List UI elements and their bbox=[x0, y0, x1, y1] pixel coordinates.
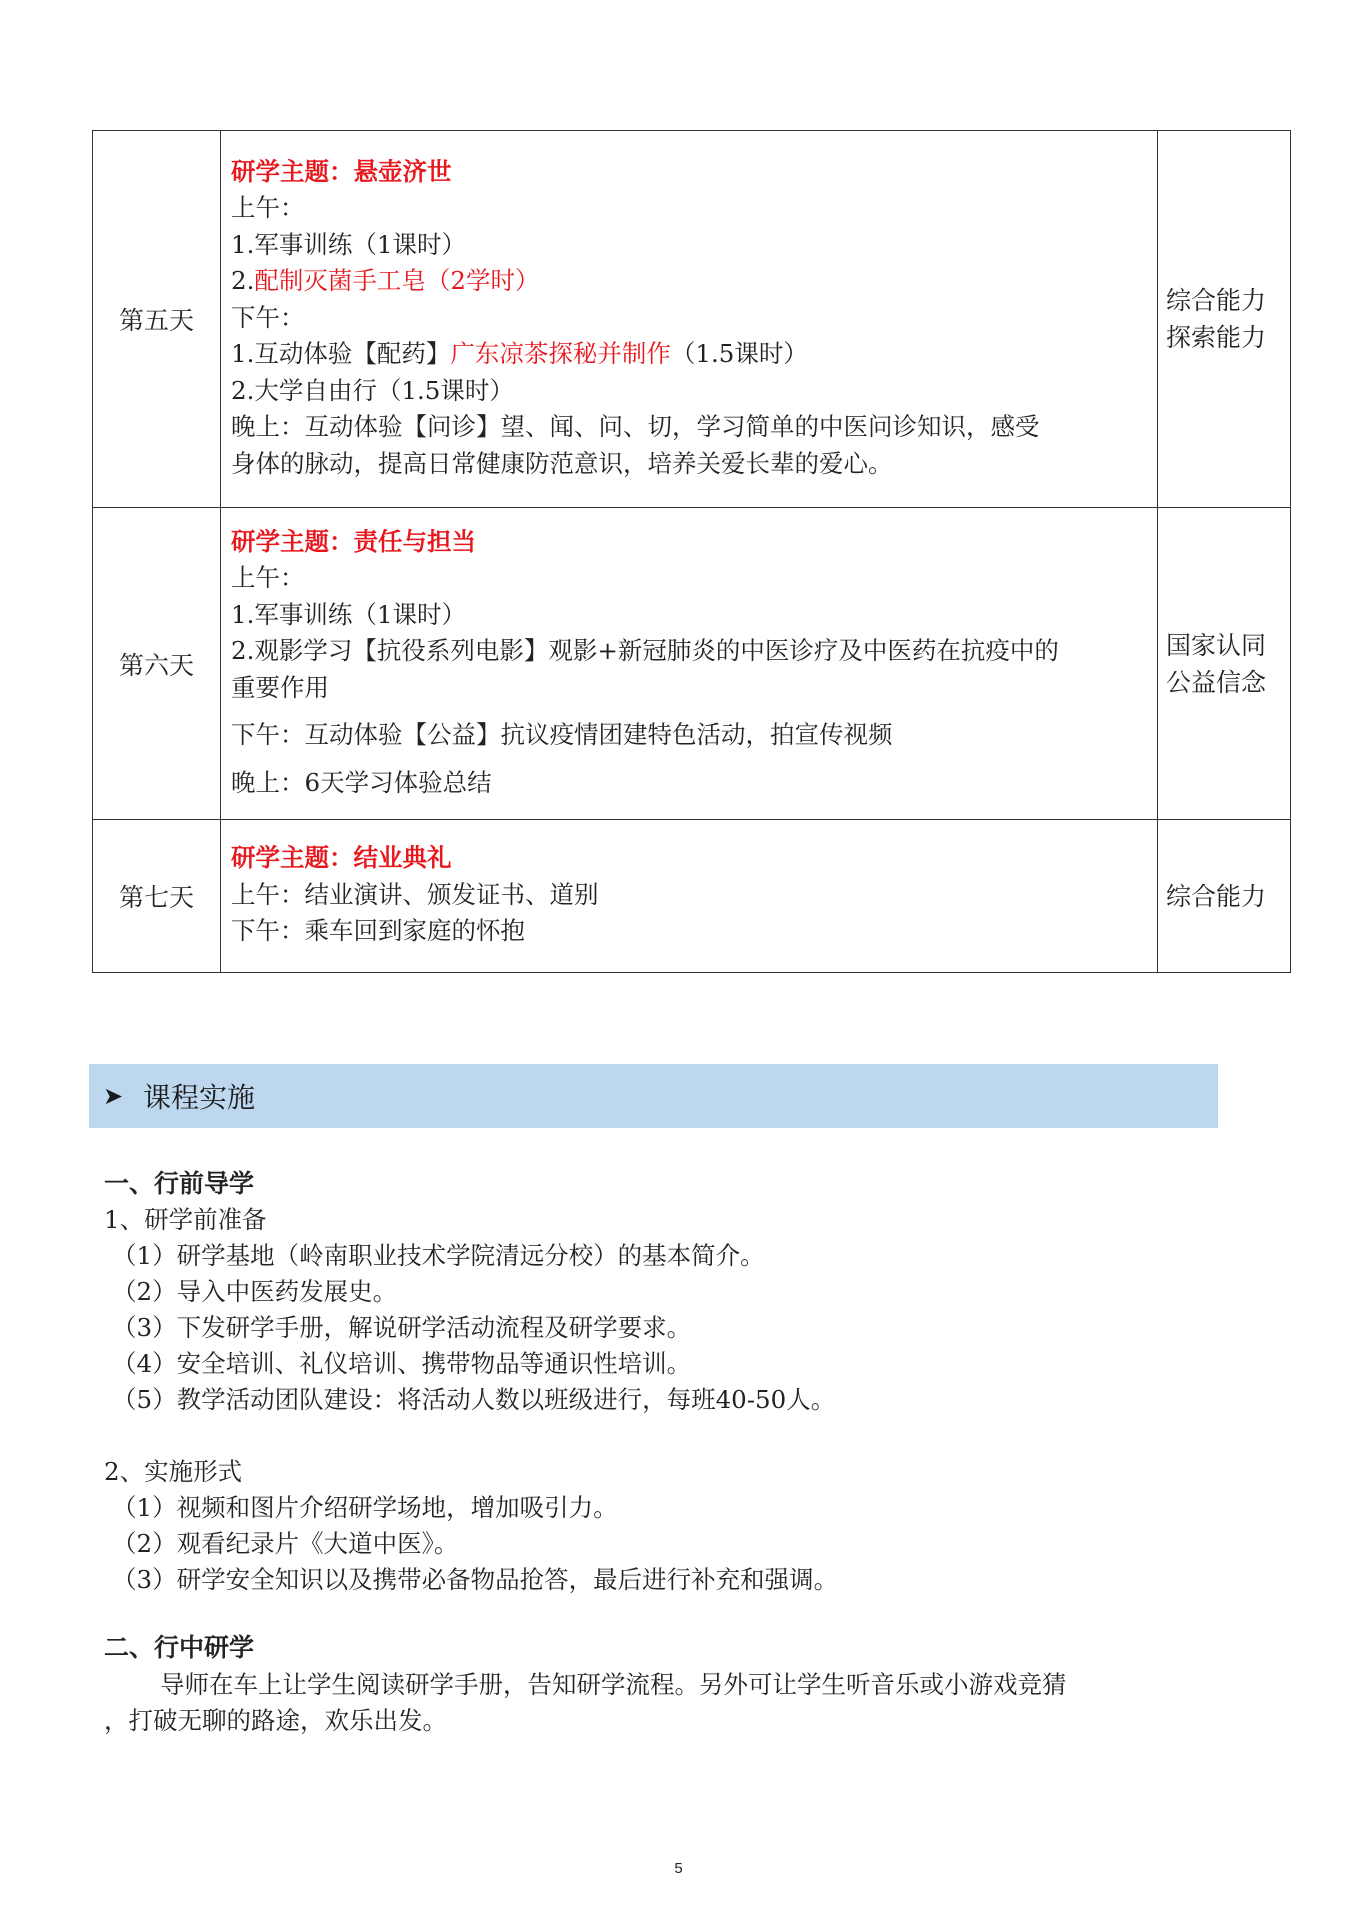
list-item: （2）导入中医药发展史。 bbox=[112, 1277, 398, 1306]
subsection-title: 2、实施形式 bbox=[104, 1457, 243, 1486]
skill-label: 国家认同 bbox=[1166, 630, 1267, 660]
schedule-table bbox=[92, 130, 1291, 973]
skill-cell bbox=[1158, 820, 1291, 973]
list-item: （4）安全培训、礼仪培训、携带物品等通识性培训。 bbox=[112, 1349, 692, 1378]
list-item: （3）研学安全知识以及携带必备物品抢答，最后进行补充和强调。 bbox=[112, 1565, 839, 1594]
am-label: 上午： bbox=[231, 193, 305, 223]
evening-line: 晚上：6天学习体验总结 bbox=[231, 767, 492, 797]
theme-title: 研学主题：悬壶济世 bbox=[231, 156, 452, 186]
highlight-text: 配制灭菌手工皂（2学时） bbox=[254, 266, 540, 296]
am-item-2-line-2: 重要作用 bbox=[231, 672, 329, 702]
am-item-2: 2.配制灭菌手工皂（2学时） bbox=[231, 266, 540, 296]
skill-cell bbox=[1158, 508, 1291, 820]
am-line: 上午：结业演讲、颁发证书、道别 bbox=[231, 879, 599, 909]
page-number: 5 bbox=[674, 1860, 683, 1877]
evening-line-2: 身体的脉动，提高日常健康防范意识，培养关爱长辈的爱心。 bbox=[231, 448, 893, 478]
theme-title: 研学主题：结业典礼 bbox=[231, 843, 452, 873]
list-item: （1）研学基地（岭南职业技术学院清远分校）的基本简介。 bbox=[112, 1241, 765, 1270]
skill-label: 综合能力 bbox=[1166, 881, 1267, 911]
paragraph-line-1: 导师在车上让学生阅读研学手册，告知研学流程。另外可让学生听音乐或小游戏竞猜 bbox=[160, 1670, 1067, 1699]
evening-line-1: 晚上：互动体验【问诊】望、闻、问、切，学习简单的中医问诊知识，感受 bbox=[231, 412, 1040, 442]
table-row-day6 bbox=[93, 508, 1291, 820]
skill-label: 探索能力 bbox=[1166, 323, 1267, 352]
am-item-2-line-1: 2.观影学习【抗役系列电影】观影+新冠肺炎的中医诊疗及中医药在抗疫中的 bbox=[231, 636, 1059, 666]
am-item-1: 1.军事训练（1课时） bbox=[231, 229, 466, 259]
table-row-day7 bbox=[93, 820, 1291, 973]
pm-label: 下午： bbox=[231, 302, 305, 332]
section-mid-study bbox=[104, 1630, 1234, 1739]
day-content bbox=[221, 820, 1158, 973]
section-heading: 二、行中研学 bbox=[104, 1633, 255, 1662]
pm-line: 下午：互动体验【公益】抗议疫情团建特色活动，拍宣传视频 bbox=[231, 720, 893, 750]
am-label: 上午： bbox=[231, 563, 305, 593]
day-label: 第七天 bbox=[93, 820, 221, 973]
day-content bbox=[221, 131, 1158, 508]
list-item: （3）下发研学手册，解说研学活动流程及研学要求。 bbox=[112, 1313, 692, 1342]
skill-label: 公益信念 bbox=[1166, 667, 1267, 697]
skill-cell bbox=[1158, 131, 1291, 508]
section-heading: 一、行前导学 bbox=[104, 1169, 255, 1198]
pm-line: 下午：乘车回到家庭的怀抱 bbox=[231, 916, 525, 946]
day-content bbox=[221, 508, 1158, 820]
list-item: （2）观看纪录片《大道中医》。 bbox=[112, 1529, 459, 1558]
day-label: 第五天 bbox=[93, 131, 221, 508]
table-row-day5 bbox=[93, 131, 1291, 508]
day-label: 第六天 bbox=[93, 508, 221, 820]
skill-label: 综合能力 bbox=[1166, 286, 1267, 315]
section-pre-study bbox=[104, 1166, 1234, 1598]
pm-item-1: 1.互动体验【配药】广东凉茶探秘并制作（1.5课时） bbox=[231, 339, 808, 369]
subsection-title: 1、研学前准备 bbox=[104, 1205, 267, 1234]
banner-title: 课程实施 bbox=[143, 1081, 256, 1114]
list-item: （1）视频和图片介绍研学场地，增加吸引力。 bbox=[112, 1493, 618, 1522]
arrow-icon: ➤ bbox=[103, 1082, 124, 1110]
highlight-text: 广东凉茶探秘并制作 bbox=[450, 339, 671, 369]
theme-title: 研学主题：责任与担当 bbox=[231, 526, 476, 556]
list-item: （5）教学活动团队建设：将活动人数以班级进行，每班40-50人。 bbox=[112, 1385, 836, 1414]
section-banner bbox=[89, 1064, 1218, 1128]
paragraph-line-2: ，打破无聊的路途，欢乐出发。 bbox=[104, 1706, 447, 1735]
am-item-1: 1.军事训练（1课时） bbox=[231, 599, 466, 629]
pm-item-2: 2.大学自由行（1.5课时） bbox=[231, 375, 514, 405]
